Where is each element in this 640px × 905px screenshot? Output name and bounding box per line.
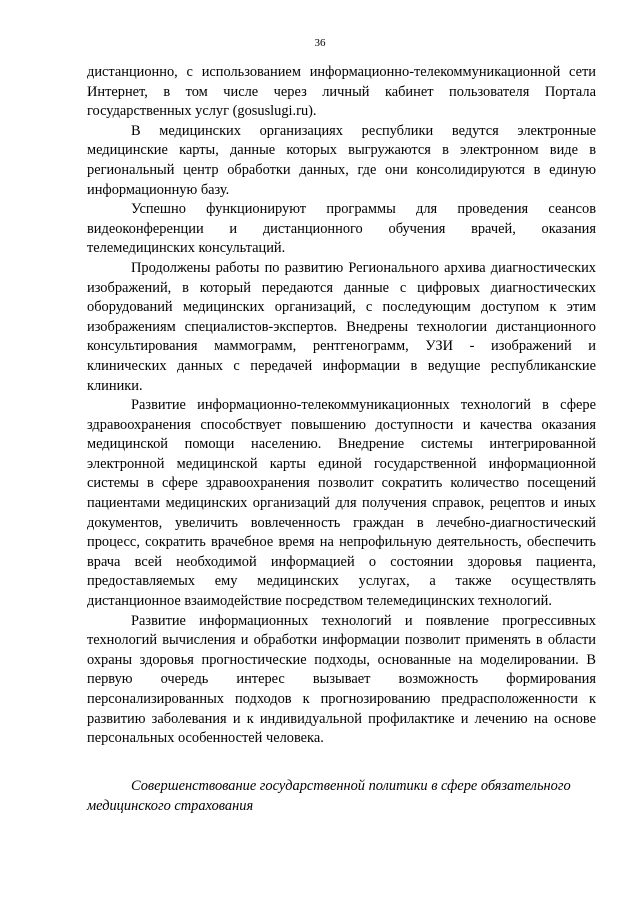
paragraph-predictive-approaches: Развитие информационных технологий и появление прогрессивных технологий вычисления и обработки информации позволит применять в области охраны здоровья прогностические подходы, основанные на моделировании. В первую очередь интерес вызывает возможность формирования персонализированных подходов к прогнозированию предрасположенности к развитию заболевания и к индивидуальной профилактике и лечению на основе персональных особенностей человека.: [87, 612, 596, 747]
body-text: [87, 63, 596, 749]
paragraph-ict-development: Развитие информационно-телекоммуникационных технологий в сфере здравоохранения способствует повышению доступности и качества оказания медицинской помощи населению. Внедрение системы интегрированной электронной медицинской карты единой государственной информационной системы в сфере здравоохранения позволит сократить количество посещений пациентами медицинских организаций для получения справок, рецептов и иных документов, увеличить вовлеченность граждан в лечебно-диагностический процесс, сократить врачебное время на непрофильную деятельность, обеспечить врача всей необходимой информацией о состоянии здоровья пациента, предоставляемых ему медицинских услугах, а также осуществлять дистанционное взаимодействие посредством телемедицинских технологий.: [87, 397, 596, 610]
paragraph-continuation: дистанционно, с использованием информационно-телекоммуникационной сети Интернет, в том числе через личный кабинет пользователя Портала государственных услуг (gosuslugi.ru).: [87, 64, 596, 120]
paragraph-diagnostic-archive: Продолжены работы по развитию Регионального архива диагностических изображений, в который передаются данные с цифровых диагностических оборудований медицинских организаций, с последующим доступом к этим изображениям специалистов-экспертов. Внедрены технологии дистанционного консультирования маммограмм, рентгенограмм, УЗИ - изображений и клинических данных с передачей информации в ведущие республиканские клиники.: [87, 259, 596, 394]
page-number: 36: [314, 37, 326, 49]
section-heading: Совершенствование государственной политики в сфере обязательного медицинского страхования: [87, 778, 571, 814]
paragraph-videoconference: Успешно функционируют программы для проведения сеансов видеоконференции и дистанционного обучения врачей, оказания телемедицинских консультаций.: [87, 201, 596, 257]
paragraph-electronic-records: В медицинских организациях республики ведутся электронные медицинские карты, данные которых выгружаются в электронном виде в региональный центр обработки данных, где они консолидируются в единую информационную базу.: [87, 122, 596, 198]
